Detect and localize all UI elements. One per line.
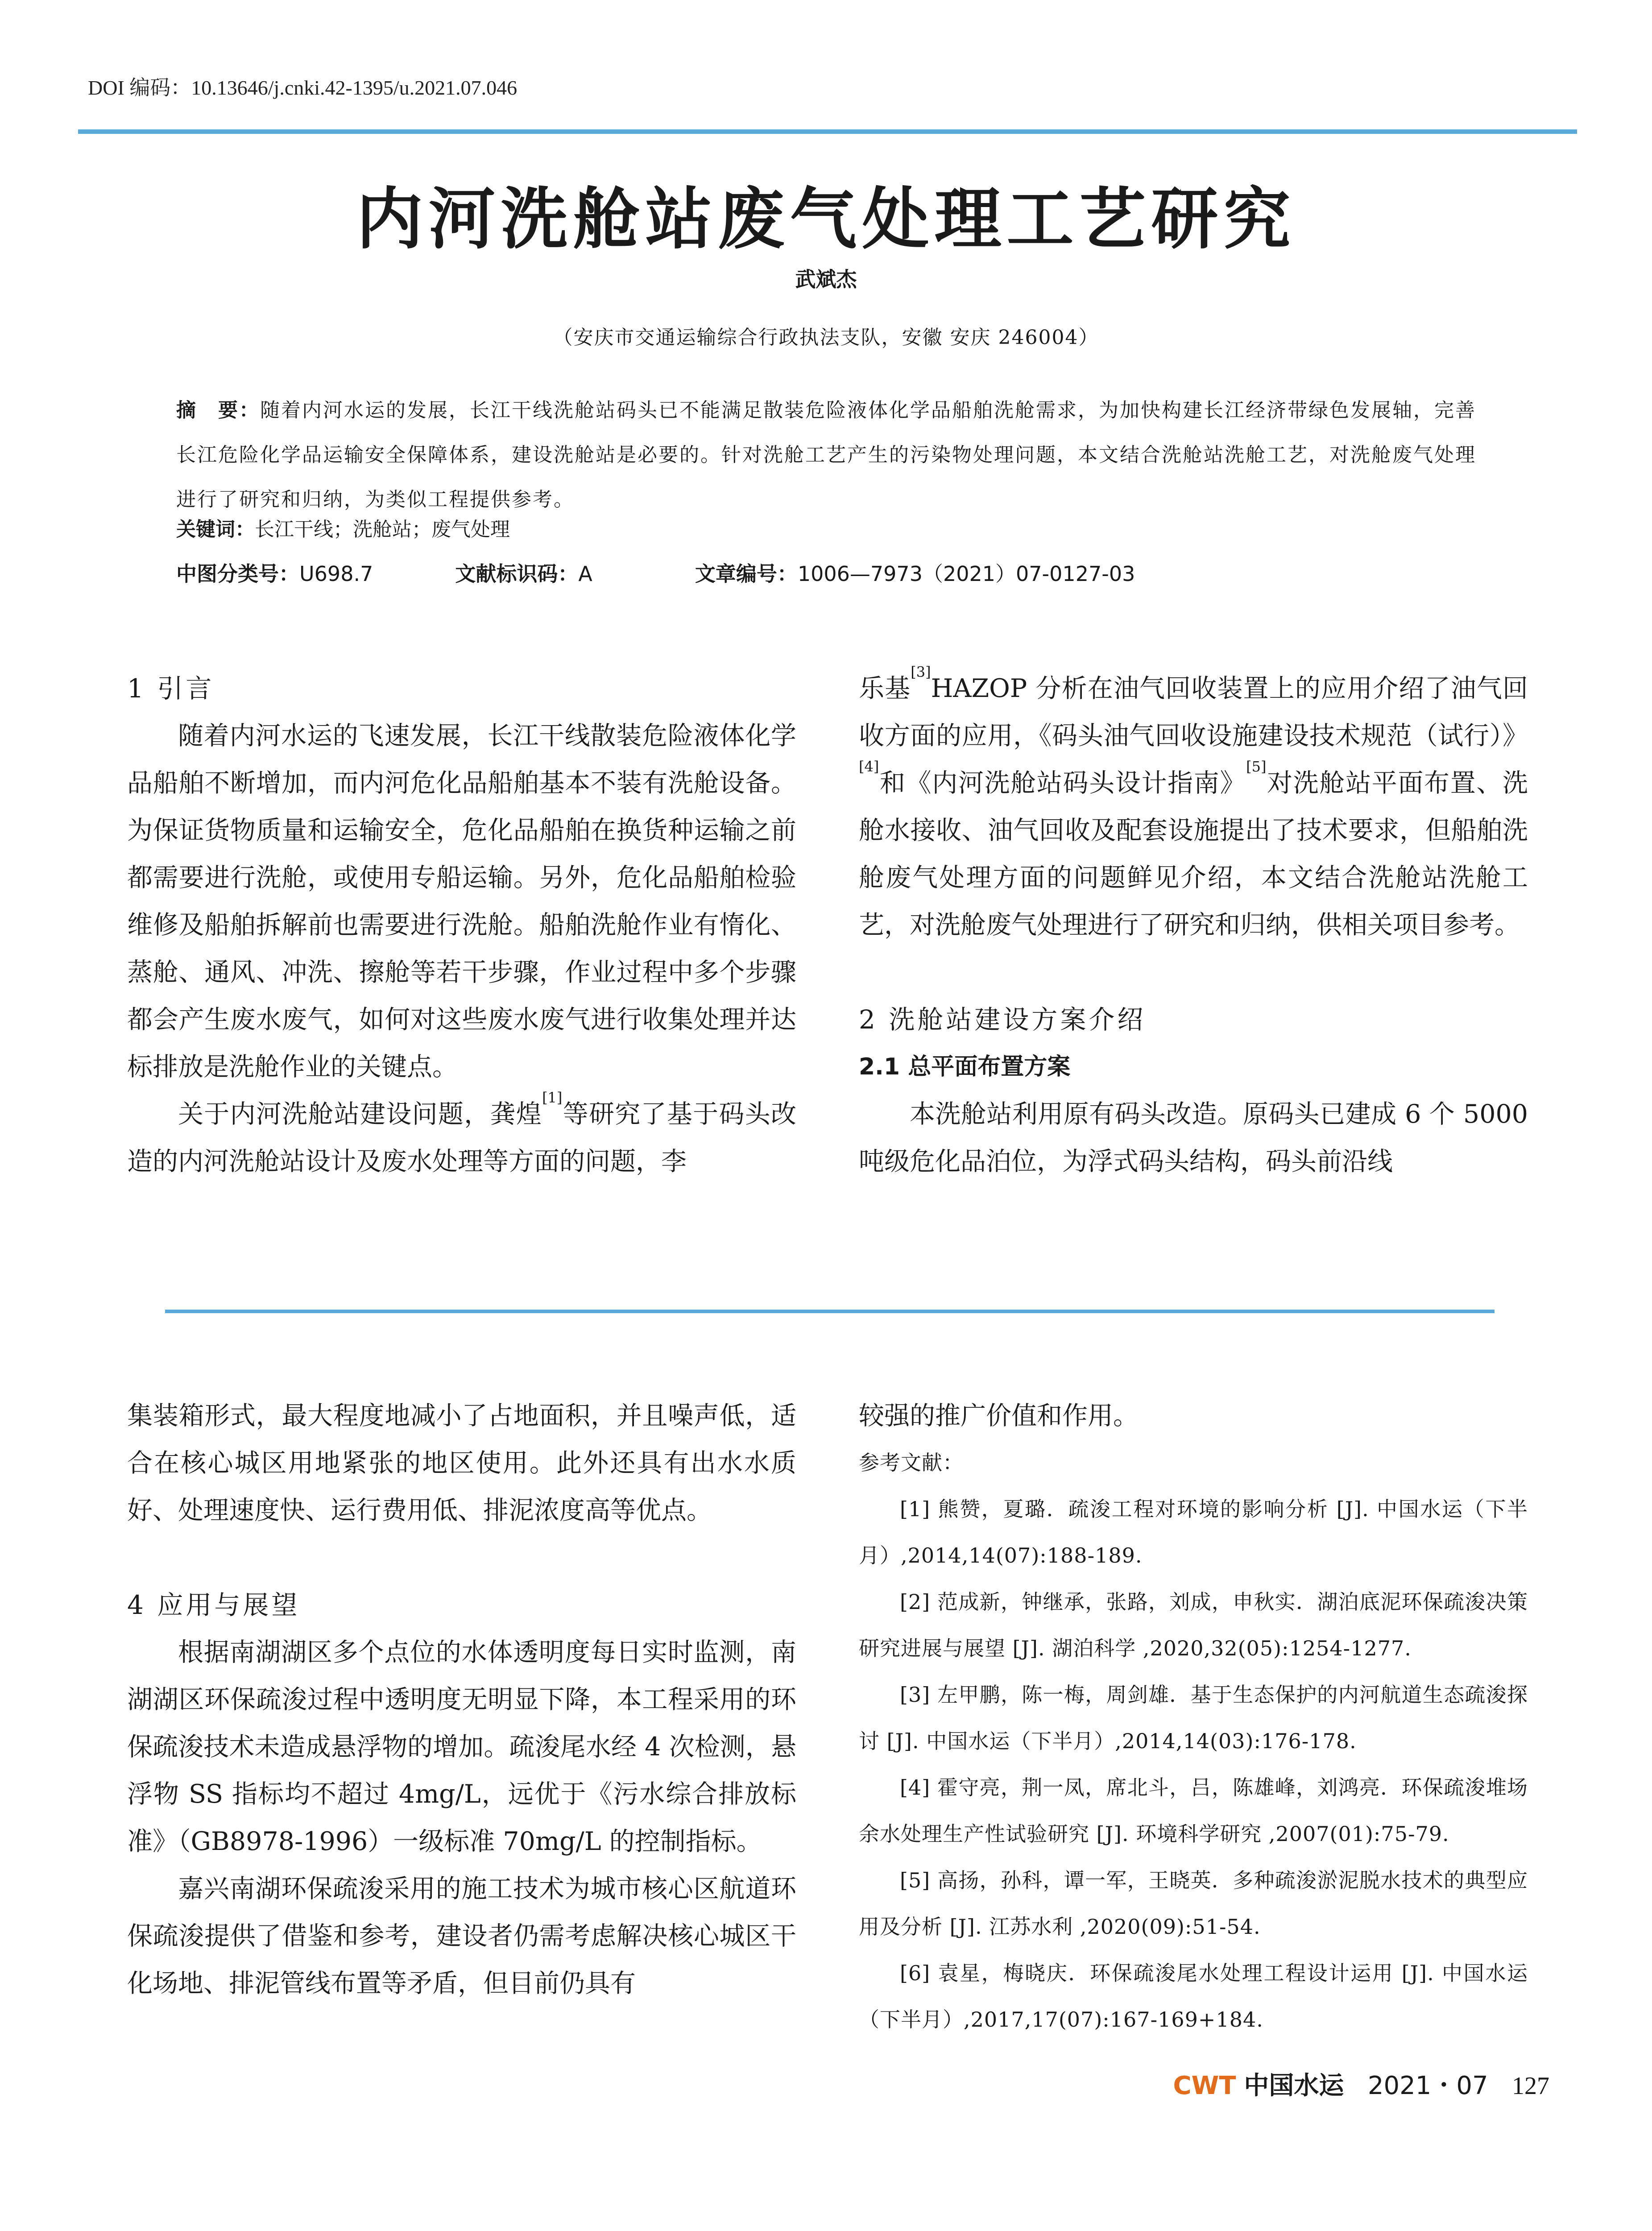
doc-code-label: 文献标识码：	[455, 562, 579, 586]
section-1-paragraph-1: 随着内河水运的飞速发展，长江干线散装危险液体化学品船舶不断增加，而内河危化品船舶基本不装有洗舱设备。为保证货物质量和运输安全，危化品船舶在换货种运输之前都需要进行洗舱，或使用专船运输。另外，危化品船舶检验维修及船舶拆解前也需要进行洗舱。船舶洗舱作业有惰化、蒸舱、通风、冲洗、擦舱等若干步骤，作业过程中多个步骤都会产生废水废气，如何对这些废水废气进行收集处理并达标排放是洗舱作业的关键点。	[127, 721, 796, 1082]
text-run: 等研究了基于码头改造的内河洗舱站设计及废水处理等方面的问题，李	[127, 1099, 797, 1176]
keywords	[176, 513, 510, 542]
clc-value: U698.7	[299, 562, 373, 586]
text-run: 关于内河洗舱站建设问题，龚煌	[178, 1099, 542, 1129]
doc-code-value: A	[578, 562, 592, 586]
doi-line: DOI 编码：10.13646/j.cnki.42-1395/u.2021.07.046	[88, 76, 518, 99]
page-footer	[1173, 2066, 1549, 2102]
section-4-paragraph-1: 根据南湖湖区多个点位的水体透明度每日实时监测，南湖湖区环保疏浚过程中透明度无明显下降，本工程采用的环保疏浚技术未造成悬浮物的增加。疏浚尾水经 4 次检测，悬浮物 SS 指标均不超过 4mg/L，远优于《污水综合排放标准》（GB8978-1996）一级标准 70mg/L 的控制指标。	[127, 1638, 796, 1856]
upper-left-column	[127, 665, 796, 1185]
text-run: 乐基	[859, 674, 911, 703]
section-2-paragraph-1: 本洗舱站利用原有码头改造。原码头已建成 6 个 5000 吨级危化品泊位，为浮式码头结构，码头前沿线	[859, 1099, 1528, 1176]
reference-item: [4] 霍守亮，荆一凤，席北斗，吕，陈雄峰，刘鸿亮．环保疏浚堆场余水处理生产性试验研究 [J]. 环境科学研究 ,2007(01):75-79.	[859, 1775, 1528, 1846]
lower-left-column	[127, 1392, 796, 2007]
lower-right-paragraph-1: 较强的推广价值和作用。	[859, 1401, 1139, 1431]
reference-item: [5] 高扬，孙科，谭一军，王晓英．多种疏浚淤泥脱水技术的典型应用及分析 [J]. 江苏水利 ,2020(09):51-54.	[859, 1868, 1528, 1939]
author: 武斌杰	[795, 267, 857, 291]
citation: [1]	[542, 1089, 563, 1106]
reference-item: [3] 左甲鹏，陈一梅，周剑雄．基于生态保护的内河航道生态疏浚探讨 [J]. 中国水运（下半月）,2014,14(03):176-178.	[859, 1683, 1528, 1753]
section-4-paragraph-2: 嘉兴南湖环保疏浚采用的施工技术为城市核心区航道环保疏浚提供了借鉴和参考，建设者仍需考虑解决核心城区干化场地、排泥管线布置等矛盾，但目前仍具有	[127, 1874, 796, 1998]
abstract	[176, 388, 1479, 522]
article-no-value: 1006—7973（2021）07-0127-03	[797, 562, 1135, 586]
paper-title: 内河洗舱站废气处理工艺研究	[356, 180, 1296, 258]
text-run: 对洗舱站平面布置、洗舱水接收、油气回收及配套设施提出了技术要求，但船舶洗舱废气处理方面的问题鲜见介绍，本文结合洗舱站洗舱工艺，对洗舱废气处理进行了研究和归纳，供相关项目参考。	[859, 768, 1528, 940]
top-divider	[78, 129, 1577, 134]
section-1-heading: 1 引言	[127, 673, 215, 704]
references	[859, 1439, 1528, 2043]
abstract-text: 随着内河水运的发展，长江干线洗舱站码头已不能满足散装危险液体化学品船舶洗舱需求，为加快构建长江经济带绿色发展轴，完善长江危险化学品运输安全保障体系，建设洗舱站是必要的。针对洗舱工艺产生的污染物处理问题，本文结合洗舱站洗舱工艺，对洗舱废气处理进行了研究和归纳，为类似工程提供参考。	[176, 399, 1476, 511]
citation: [3]	[911, 663, 931, 680]
section-4-heading: 4 应用与展望	[127, 1590, 300, 1620]
lower-left-paragraph-1: 集装箱形式，最大程度地减小了占地面积，并且噪声低，适合在核心城区用地紧张的地区使用。此外还具有出水水质好、处理速度快、运行费用低、排泥浓度高等优点。	[127, 1401, 796, 1525]
citation: [5]	[1246, 758, 1267, 775]
keywords-label: 关键词：	[176, 518, 255, 541]
affiliation: （安庆市交通运输综合行政执法支队，安徽 安庆 246004）	[553, 326, 1099, 349]
journal-name: 中国水运	[1244, 2071, 1344, 2100]
reference-item: [6] 袁星，梅晓庆．环保疏浚尾水处理工程设计运用 [J]. 中国水运（下半月）,2017,17(07):167-169+184.	[859, 1961, 1528, 2032]
section-2-1-heading: 2.1 总平面布置方案	[859, 1053, 1071, 1080]
issue-date: 2021・07	[1367, 2071, 1488, 2100]
text-run: 和《内河洗舱站码头设计指南》	[879, 768, 1246, 798]
section-1-paragraph-2-continued	[859, 665, 1528, 949]
clc-label: 中图分类号：	[176, 562, 299, 586]
middle-divider	[165, 1310, 1495, 1313]
article-no-label: 文章编号：	[695, 562, 798, 586]
page-number: 127	[1512, 2072, 1549, 2100]
citation: [4]	[859, 758, 879, 775]
section-1-paragraph-2	[127, 1091, 796, 1185]
reference-item: [1] 熊赞，夏璐．疏浚工程对环境的影响分析 [J]. 中国水运（下半月）,2014,14(07):188-189.	[859, 1497, 1528, 1568]
abstract-label: 摘 要：	[176, 399, 260, 422]
text-run: HAZOP 分析在油气回收装置上的应用介绍了油气回收方面的应用，《码头油气回收设施建设技术规范（试行）》	[859, 674, 1528, 751]
reference-item: [2] 范成新，钟继承，张路，刘成，申秋实．湖泊底泥环保疏浚决策研究进展与展望 [J]. 湖泊科学 ,2020,32(05):1254-1277.	[859, 1590, 1528, 1660]
section-2-heading: 2 洗舱站建设方案介绍	[859, 1004, 1146, 1035]
classification-line	[176, 558, 1135, 587]
upper-right-column	[859, 665, 1528, 1185]
references-heading: 参考文献：	[859, 1451, 964, 1475]
keywords-text: 长江干线；洗舱站；废气处理	[255, 518, 510, 541]
lower-right-column	[859, 1392, 1528, 2043]
journal-brand: CWT	[1173, 2071, 1236, 2100]
